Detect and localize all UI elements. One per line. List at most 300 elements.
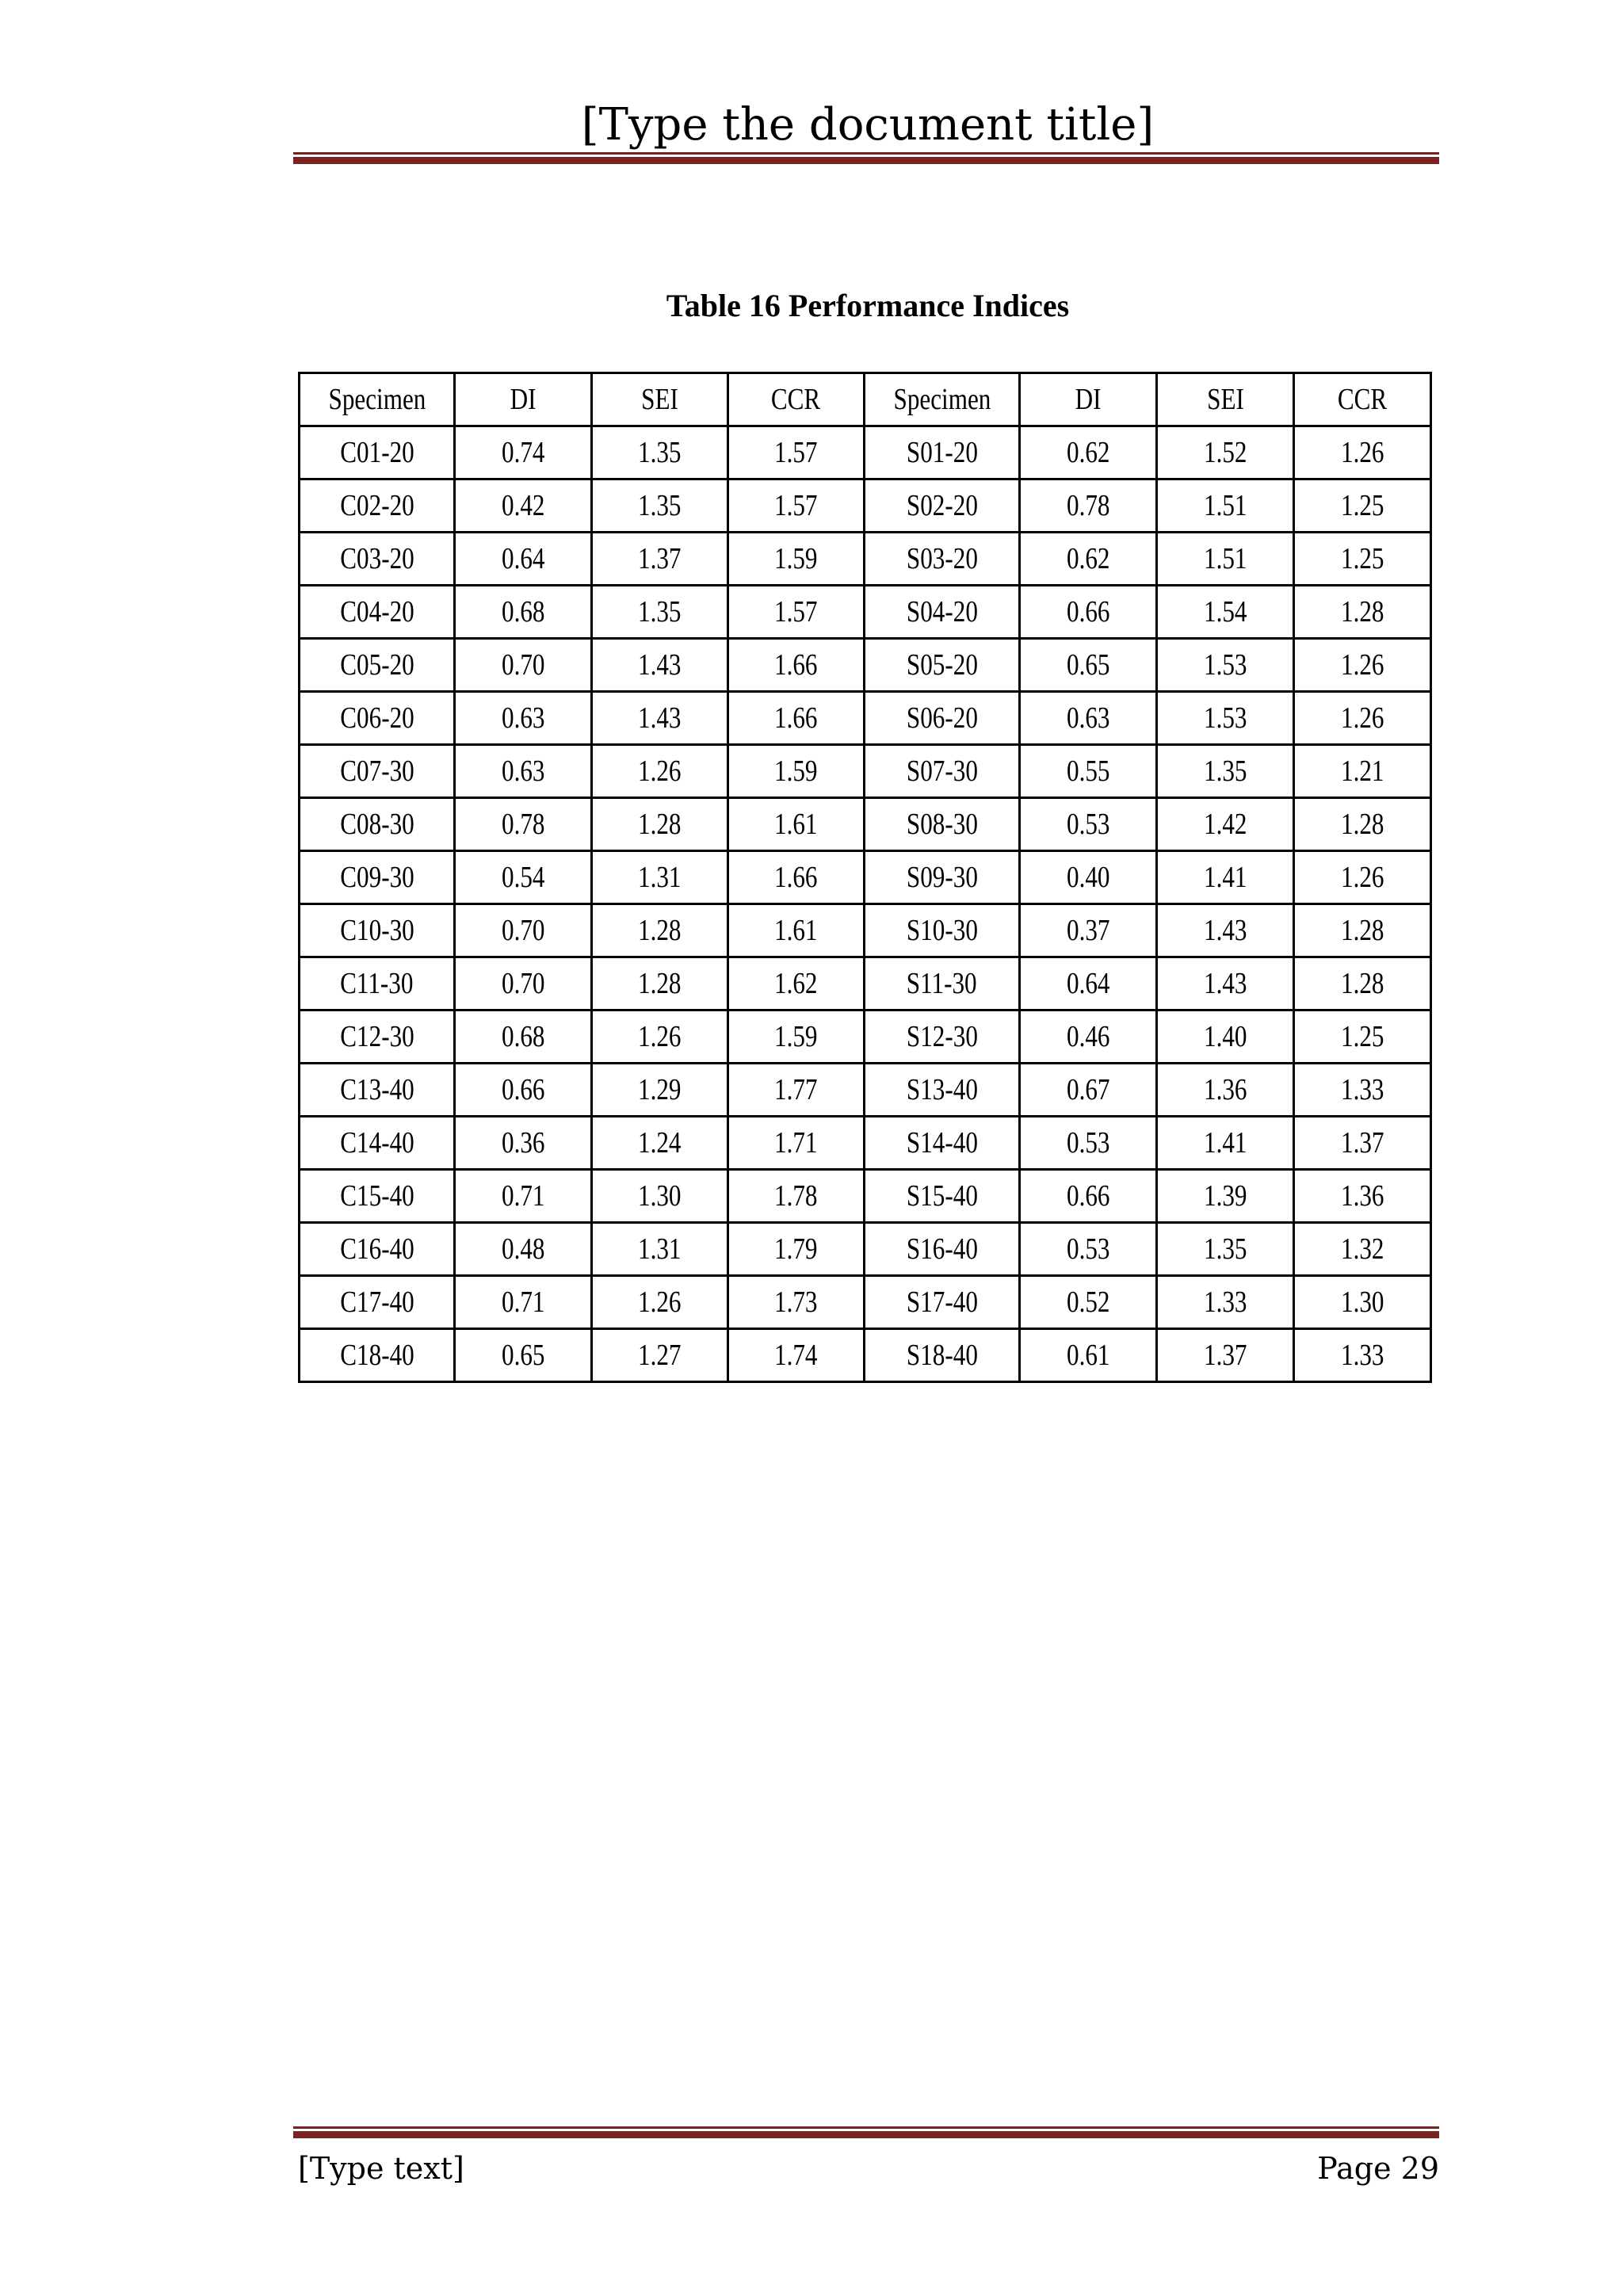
column-header-label: DI	[510, 383, 537, 416]
table-cell	[1157, 1223, 1294, 1276]
table-cell-value: 1.29	[638, 1073, 682, 1106]
table-cell	[728, 745, 865, 798]
table-cell-value: 0.66	[1066, 595, 1110, 628]
table-cell	[592, 745, 728, 798]
table-cell-value: 0.53	[1066, 808, 1110, 841]
table-cell-value: 0.46	[1066, 1020, 1110, 1053]
table-cell	[728, 1223, 865, 1276]
table-cell	[728, 1064, 865, 1117]
table-cell-value: 1.25	[1340, 489, 1384, 522]
table-cell	[1020, 851, 1157, 904]
table-cell-value: 1.26	[638, 1286, 682, 1319]
table-cell	[1020, 586, 1157, 639]
table-cell	[300, 798, 455, 851]
column-header-label: Specimen	[328, 383, 426, 416]
table-cell-value: 1.28	[1340, 967, 1384, 1000]
table-cell	[1294, 851, 1431, 904]
table-cell	[728, 1010, 865, 1064]
table-row	[300, 1329, 1431, 1382]
table-cell	[455, 1010, 592, 1064]
table-cell-value: S15-40	[906, 1179, 978, 1213]
table-cell-value: 0.52	[1066, 1286, 1110, 1319]
table-cell-value: 1.59	[774, 755, 818, 788]
table-cell	[455, 1276, 592, 1329]
table-cell	[300, 851, 455, 904]
table-cell-value: 0.63	[501, 755, 545, 788]
table-cell-value: C05-20	[339, 648, 414, 682]
table-cell-value: 1.28	[1340, 808, 1384, 841]
table-cell-value: 1.36	[1340, 1179, 1384, 1213]
table-cell	[455, 1223, 592, 1276]
table-cell-value: 1.35	[1203, 755, 1247, 788]
table-cell-value: S02-20	[906, 489, 978, 522]
table-cell-value: 1.36	[1203, 1073, 1247, 1106]
table-row	[300, 1276, 1431, 1329]
table-cell	[300, 1276, 455, 1329]
table-cell	[865, 957, 1020, 1010]
table-cell-value: S06-20	[906, 701, 978, 735]
table-row	[300, 639, 1431, 692]
table-cell-value: 0.74	[501, 436, 545, 469]
table-cell	[865, 798, 1020, 851]
table-row	[300, 586, 1431, 639]
table-cell	[300, 692, 455, 745]
table-cell-value: S04-20	[906, 595, 978, 628]
page-number: Page 29	[1317, 2151, 1439, 2186]
table-cell-value: 0.71	[501, 1286, 545, 1319]
table-cell-value: 1.61	[774, 808, 818, 841]
table-cell	[592, 639, 728, 692]
table-cell	[1157, 1064, 1294, 1117]
table-cell-value: S10-30	[906, 914, 978, 947]
table-cell	[1294, 957, 1431, 1010]
table-cell-value: C02-20	[339, 489, 414, 522]
table-cell	[728, 692, 865, 745]
table-cell-value: 0.78	[501, 808, 545, 841]
table-row	[300, 745, 1431, 798]
table-cell	[455, 692, 592, 745]
table-cell	[1157, 1117, 1294, 1170]
table-cell-value: 0.65	[501, 1339, 545, 1372]
table-cell	[1157, 798, 1294, 851]
table-cell-value: 0.68	[501, 1020, 545, 1053]
table-row	[300, 957, 1431, 1010]
table-cell	[865, 1276, 1020, 1329]
table-cell-value: 0.40	[1066, 861, 1110, 894]
table-cell-value: 0.42	[501, 489, 545, 522]
table-cell	[1020, 798, 1157, 851]
table-cell	[865, 479, 1020, 533]
table-cell	[728, 586, 865, 639]
table-cell	[865, 1329, 1020, 1382]
table-cell	[1020, 1223, 1157, 1276]
table-cell-value: 1.51	[1203, 542, 1247, 575]
table-header-row	[300, 373, 1431, 426]
table-cell	[1157, 904, 1294, 957]
table-cell	[1020, 1117, 1157, 1170]
table-cell	[300, 957, 455, 1010]
table-cell-value: 1.26	[1340, 436, 1384, 469]
table-cell-value: 1.66	[774, 701, 818, 735]
table-cell-value: 0.36	[501, 1126, 545, 1159]
table-cell-value: S11-30	[907, 967, 977, 1000]
table-cell-value: S17-40	[906, 1286, 978, 1319]
table-cell	[1294, 1223, 1431, 1276]
table-cell-value: 0.78	[1066, 489, 1110, 522]
table-cell	[592, 479, 728, 533]
table-cell	[1157, 1329, 1294, 1382]
table-cell	[1294, 692, 1431, 745]
table-cell	[865, 692, 1020, 745]
table-cell-value: 1.57	[774, 595, 818, 628]
table-cell	[1294, 1010, 1431, 1064]
table-cell-value: C03-20	[339, 542, 414, 575]
table-cell	[1157, 1010, 1294, 1064]
table-cell-value: C18-40	[339, 1339, 414, 1372]
table-cell-value: 0.53	[1066, 1232, 1110, 1266]
table-cell	[1294, 1170, 1431, 1223]
footer-rule	[293, 2126, 1439, 2138]
table-cell-value: C15-40	[339, 1179, 414, 1213]
table-cell	[592, 851, 728, 904]
table-cell	[592, 692, 728, 745]
table-cell-value: 0.54	[501, 861, 545, 894]
table-cell-value: S16-40	[906, 1232, 978, 1266]
table-cell-value: 1.31	[638, 1232, 682, 1266]
table-cell-value: 1.30	[638, 1179, 682, 1213]
table-cell-value: 1.33	[1340, 1339, 1384, 1372]
table-cell-value: 1.28	[638, 808, 682, 841]
table-cell	[300, 1329, 455, 1382]
column-header	[592, 373, 728, 426]
table-cell	[728, 1276, 865, 1329]
table-cell-value: 0.55	[1066, 755, 1110, 788]
table-cell-value: 1.71	[774, 1126, 818, 1159]
table-cell-value: 1.24	[638, 1126, 682, 1159]
table-cell-value: 1.51	[1203, 489, 1247, 522]
table-row	[300, 904, 1431, 957]
table-cell-value: 0.37	[1066, 914, 1110, 947]
table-cell	[728, 904, 865, 957]
table-cell	[300, 1010, 455, 1064]
table-cell	[455, 426, 592, 479]
page-title: [Type the document title]	[581, 99, 1155, 151]
table-cell	[1157, 479, 1294, 533]
table-cell-value: 0.70	[501, 967, 545, 1000]
table-cell	[455, 745, 592, 798]
table-cell	[1020, 639, 1157, 692]
table-cell	[300, 533, 455, 586]
table-cell	[865, 1223, 1020, 1276]
table-cell	[592, 1223, 728, 1276]
table-cell	[1157, 692, 1294, 745]
table-cell-value: 1.26	[638, 1020, 682, 1053]
table-cell	[455, 1064, 592, 1117]
table-cell	[865, 1064, 1020, 1117]
table-cell	[865, 851, 1020, 904]
table-cell	[300, 1064, 455, 1117]
table-cell	[1020, 533, 1157, 586]
table-cell	[865, 586, 1020, 639]
table-cell-value: 1.37	[638, 542, 682, 575]
column-header-label: CCR	[1337, 383, 1388, 416]
table-cell-value: 1.26	[1340, 701, 1384, 735]
table-cell	[592, 426, 728, 479]
table-cell	[300, 745, 455, 798]
table-cell	[300, 479, 455, 533]
table-cell	[1157, 745, 1294, 798]
table-cell-value: 1.43	[1203, 914, 1247, 947]
table-cell	[728, 1170, 865, 1223]
table-cell-value: 1.33	[1340, 1073, 1384, 1106]
table-cell	[728, 1117, 865, 1170]
table-cell	[455, 851, 592, 904]
table-cell-value: S08-30	[906, 808, 978, 841]
table-cell	[1020, 1170, 1157, 1223]
table-cell-value: S01-20	[906, 436, 978, 469]
table-cell	[1020, 957, 1157, 1010]
table-cell-value: 1.73	[774, 1286, 818, 1319]
table-cell	[1020, 1276, 1157, 1329]
table-cell	[1294, 639, 1431, 692]
table-cell	[455, 798, 592, 851]
table-cell-value: 1.35	[1203, 1232, 1247, 1266]
table-cell-value: 1.31	[638, 861, 682, 894]
table-cell-value: 1.28	[638, 967, 682, 1000]
table-cell-value: S07-30	[906, 755, 978, 788]
table-cell-value: C10-30	[339, 914, 414, 947]
table-cell-value: 1.30	[1340, 1286, 1384, 1319]
table-row	[300, 1170, 1431, 1223]
table-cell-value: C14-40	[339, 1126, 414, 1159]
table-cell-value: 1.43	[638, 648, 682, 682]
table-row	[300, 479, 1431, 533]
table-cell	[592, 1117, 728, 1170]
table-cell	[1294, 1329, 1431, 1382]
table-cell-value: 1.77	[774, 1073, 818, 1106]
table-cell	[1157, 851, 1294, 904]
table-caption: Table 16 Performance Indices	[666, 288, 1070, 323]
table-row	[300, 692, 1431, 745]
table-cell	[1157, 586, 1294, 639]
table-cell-value: 1.42	[1203, 808, 1247, 841]
table-cell	[728, 639, 865, 692]
table-cell-value: 1.79	[774, 1232, 818, 1266]
table-cell	[1294, 1117, 1431, 1170]
table-cell-value: 1.26	[1340, 648, 1384, 682]
table-cell	[592, 1170, 728, 1223]
column-header	[1294, 373, 1431, 426]
table-cell-value: C08-30	[339, 808, 414, 841]
table-row	[300, 798, 1431, 851]
table-cell	[1294, 745, 1431, 798]
table-cell	[1294, 586, 1431, 639]
column-header-label: Specimen	[893, 383, 991, 416]
table-cell-value: S13-40	[906, 1073, 978, 1106]
table-cell	[728, 798, 865, 851]
table-cell	[1157, 1276, 1294, 1329]
table-cell	[1157, 426, 1294, 479]
table-cell-value: 1.41	[1203, 1126, 1247, 1159]
table-cell	[1294, 479, 1431, 533]
table-cell-value: 1.28	[1340, 914, 1384, 947]
table-cell-value: 1.28	[1340, 595, 1384, 628]
table-row	[300, 1010, 1431, 1064]
table-cell-value: 0.66	[1066, 1179, 1110, 1213]
table-cell-value: 1.25	[1340, 542, 1384, 575]
table-cell-value: 0.48	[501, 1232, 545, 1266]
table-cell	[728, 851, 865, 904]
table-cell	[865, 426, 1020, 479]
table-cell-value: 1.27	[638, 1339, 682, 1372]
table-cell	[1157, 639, 1294, 692]
column-header	[1020, 373, 1157, 426]
table-cell	[1020, 1064, 1157, 1117]
column-header-label: SEI	[641, 383, 678, 416]
column-header	[1157, 373, 1294, 426]
table-cell-value: C17-40	[339, 1286, 414, 1319]
table-cell-value: 0.70	[501, 914, 545, 947]
table-cell-value: C12-30	[339, 1020, 414, 1053]
table-cell	[1157, 1170, 1294, 1223]
column-header-label: CCR	[771, 383, 821, 416]
table-row	[300, 1223, 1431, 1276]
table-cell	[865, 533, 1020, 586]
table-cell-value: C09-30	[339, 861, 414, 894]
table-cell	[865, 904, 1020, 957]
table-cell	[300, 1170, 455, 1223]
table-cell-value: 0.63	[501, 701, 545, 735]
table-cell-value: 0.53	[1066, 1126, 1110, 1159]
table-cell-value: 0.70	[501, 648, 545, 682]
table-row	[300, 426, 1431, 479]
table-cell	[728, 479, 865, 533]
table-cell-value: 1.53	[1203, 701, 1247, 735]
table-cell-value: 1.39	[1203, 1179, 1247, 1213]
table-cell	[728, 957, 865, 1010]
table-cell-value: 1.32	[1340, 1232, 1384, 1266]
table-cell	[1294, 426, 1431, 479]
table-cell-value: C04-20	[339, 595, 414, 628]
table-cell	[300, 904, 455, 957]
table-row	[300, 533, 1431, 586]
table-cell-value: S03-20	[906, 542, 978, 575]
table-cell-value: 1.41	[1203, 861, 1247, 894]
table-cell-value: 1.57	[774, 436, 818, 469]
table-row	[300, 1117, 1431, 1170]
table-cell-value: 0.68	[501, 595, 545, 628]
table-cell	[455, 1170, 592, 1223]
table-cell-value: 1.61	[774, 914, 818, 947]
table-cell-value: 1.59	[774, 1020, 818, 1053]
table-cell-value: C16-40	[339, 1232, 414, 1266]
table-cell-value: 0.66	[501, 1073, 545, 1106]
column-header	[728, 373, 865, 426]
column-header	[300, 373, 455, 426]
table-cell-value: S12-30	[906, 1020, 978, 1053]
table-cell	[300, 639, 455, 692]
table-cell	[455, 904, 592, 957]
table-cell-value: C06-20	[339, 701, 414, 735]
table-cell	[1020, 692, 1157, 745]
table-cell-value: 1.26	[1340, 861, 1384, 894]
table-cell-value: 0.62	[1066, 436, 1110, 469]
table-cell-value: 0.62	[1066, 542, 1110, 575]
table-cell	[1020, 1010, 1157, 1064]
table-cell	[455, 479, 592, 533]
table-cell-value: S18-40	[906, 1339, 978, 1372]
table-cell	[1294, 1064, 1431, 1117]
table-cell	[592, 1064, 728, 1117]
table-cell-value: 0.71	[501, 1179, 545, 1213]
table-row	[300, 851, 1431, 904]
table-cell-value: S14-40	[906, 1126, 978, 1159]
table-cell-value: 1.25	[1340, 1020, 1384, 1053]
table-cell-value: 1.26	[638, 755, 682, 788]
table-cell-value: 0.63	[1066, 701, 1110, 735]
table-cell	[592, 1276, 728, 1329]
column-header	[865, 373, 1020, 426]
table-cell-value: C11-30	[340, 967, 414, 1000]
table-cell-value: 1.35	[638, 595, 682, 628]
table-cell	[455, 1117, 592, 1170]
table-cell-value: 0.61	[1066, 1339, 1110, 1372]
table-cell	[728, 426, 865, 479]
header-rule	[293, 152, 1439, 164]
table-cell	[728, 1329, 865, 1382]
table-cell-value: 1.74	[774, 1339, 818, 1372]
table-cell-value: 1.57	[774, 489, 818, 522]
table-cell-value: 1.78	[774, 1179, 818, 1213]
table-cell	[300, 586, 455, 639]
table-cell	[1020, 1329, 1157, 1382]
table-cell	[865, 639, 1020, 692]
table-row	[300, 1064, 1431, 1117]
table-cell	[455, 586, 592, 639]
table-cell	[592, 798, 728, 851]
table-cell-value: C07-30	[339, 755, 414, 788]
table-cell-value: S05-20	[906, 648, 978, 682]
column-header	[455, 373, 592, 426]
table-cell-value: S09-30	[906, 861, 978, 894]
table-cell	[592, 904, 728, 957]
table-cell-value: 0.65	[1066, 648, 1110, 682]
table-cell-value: 1.62	[774, 967, 818, 1000]
table-cell-value: 1.33	[1203, 1286, 1247, 1319]
performance-indices-table	[298, 372, 1432, 1383]
table-cell	[865, 1170, 1020, 1223]
table-cell-value: 1.66	[774, 648, 818, 682]
table-cell	[865, 745, 1020, 798]
column-header-label: SEI	[1206, 383, 1244, 416]
table-cell	[455, 957, 592, 1010]
table-cell	[865, 1117, 1020, 1170]
table-cell-value: 0.67	[1066, 1073, 1110, 1106]
table-cell-value: 1.43	[1203, 967, 1247, 1000]
table-cell	[300, 1117, 455, 1170]
table-cell-value: 0.64	[1066, 967, 1110, 1000]
table-cell-value: 1.52	[1203, 436, 1247, 469]
table-cell	[1294, 533, 1431, 586]
table-cell	[455, 639, 592, 692]
table-cell-value: 1.53	[1203, 648, 1247, 682]
table-cell	[1020, 904, 1157, 957]
table-cell-value: 1.66	[774, 861, 818, 894]
table-cell	[1294, 798, 1431, 851]
table-cell	[455, 533, 592, 586]
table-cell-value: 1.43	[638, 701, 682, 735]
table-cell-value: C01-20	[339, 436, 414, 469]
